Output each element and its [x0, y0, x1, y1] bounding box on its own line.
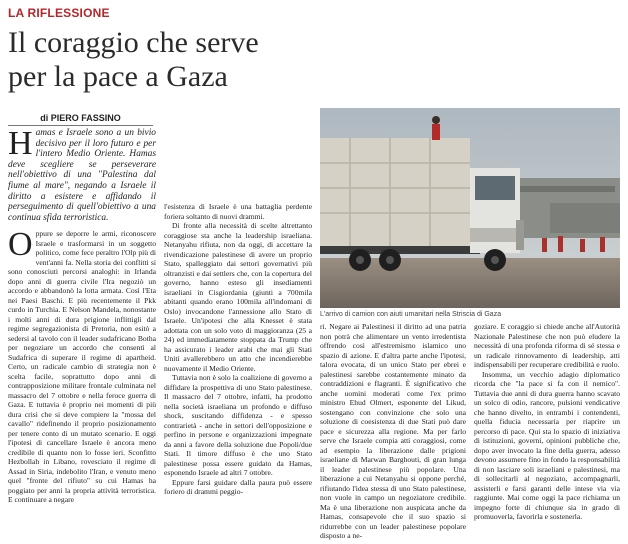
lead-text: amas e Israele sono a un bivio decisivo per il loro futuro e per l'intero Medio Oriente. Hamas deve scegliere se perseverare nell'obiettivo di una "Palestina dal fiume al mare", negando a Israele il diritto a esistere e affidando il perseguimento di quell'obiettivo a una continua sfida terroristica.: [8, 128, 156, 223]
byline: [8, 113, 153, 126]
lead-paragraph: [8, 128, 156, 223]
body-paragraph-7: goziare. E coraggio si chiede anche all'Autorità Nazionale Palestinese che non può eludere la necessità di una profonda riforma di sé stessa e un radicale rinnovamento di leadership, atti indispensabili per recuperare credibilità e ruolo.: [474, 322, 620, 369]
section-kicker: LA RIFLESSIONE: [8, 6, 110, 20]
body-paragraph-5: Eppure farsi guidare dalla paura può essere foriero di drammi peggio-: [164, 477, 312, 496]
article-column-2: [164, 202, 312, 542]
photo-caption: L'arrivo di camion con aiuti umanitari nella Striscia di Gaza: [320, 311, 502, 318]
body-text-1: ppure se deporre le armi, riconoscere Israele e trasformarsi in un soggetto politico, come fece peraltro l'Olp più di vent'anni fa. Nella storia dei conflitti si sono conosciuti percorsi analoghi: in Irlanda dopo anni di guerra civile l'Ira negoziò un accordo e abbandonò la lotta armata. Così l'Eta nei Paesi Baschi. E più recentemente il Pkk curdo in Turchia. E Nelson Mandela, nonostante i molti anni di dura prigione inflittigli dal regime segregazionista di Pretoria, non esitò a sedersi al tavolo con il leader sudafricano Botha per negoziare un accordo che consentì al Sudafrica di superare il regime di apartheid. Certo, un radicale cambio di strategia non è scelta facile, soprattutto dopo anni di contrapposizione militare frontale culminata nel massacro del 7 ottobre e nella feroce guerra di Gaza. E tuttavia è proprio nei momenti di più dura crisi che si deve compiere la "mossa del cavallo" ridefinendo il proprio posizionamento per tenere conto di un mutato scenario. E oggi l'ipotesi di cancellare Israele è ancora meno credibile di quanto non lo fosse ieri. Sconfitto Hezbollah in Libano, rovesciato il regime di Assad in Siria, indebolito l'Iran, e venuto meno quel "fronte del rifiuto" su cui Hamas ha poggiato per anni la propria attività terroristica. E continuare a negare: [8, 229, 156, 505]
headline-line-1: Il coraggio che serve: [8, 26, 259, 59]
body-paragraph-4: Tuttavia non è solo la coalizione di governo a diffidare la prospettiva di uno Stato palestinese. Il massacro del 7 ottobre, infatti, ha prodotto nella società israeliana un profondo e diffuso shock, suscitando diffidenza - e spesso contrarietà - anche in settori dell'opposizione e perfino in persone e organizzazioni impegnate da anni a favore della soluzione due Popoli/due Stati. Il timore diffuso è che uno Stato palestinese possa essere guidato da Hamas, esponendo Israele ad altri 7 ottobre.: [164, 373, 312, 477]
article-column-4: [474, 322, 620, 542]
aid-trucks-photo: [320, 108, 620, 308]
body-paragraph-2: l'esistenza di Israele è una battaglia perdente foriera soltanto di nuovi drammi.: [164, 202, 312, 221]
article-column-1: [8, 128, 156, 542]
body-paragraph-1: [8, 226, 156, 505]
body-dropcap: O: [8, 226, 33, 264]
body-paragraph-3: Di fronte alla necessità di scelte altrettanto coraggiose sta anche la leadership israeliana. Netanyahu rifiuta, non da oggi, di accettare la rivendicazione palestinese di avere un proprio Stato, spalleggiato dai settori governativi più oltranzisti e dai settlers che, con la copertura del governo, hanno esteso gli insediamenti israeliani in Cisgiordania (giunti a 700mila abitanti quando erano 100mila all'indomani di Oslo) invocandone l'annessione allo Stato di Israele. Un'ipotesi che alla Knesset è stata adottata con un solo voto di maggioranza (25 a 24) ed immediatamente stoppata da Trump che ha assicurato i leader arabi che mai gli Stati Uniti avallerebbero un atto che incendierebbe nuovamente il Medio Oriente.: [164, 221, 312, 373]
byline-prefix: di: [40, 113, 49, 123]
headline: [8, 26, 328, 94]
headline-line-2: per la pace a Gaza: [8, 60, 228, 93]
lead-dropcap: H: [8, 128, 33, 162]
author-name: PIERO FASSINO: [50, 113, 121, 123]
news-photo: [320, 108, 620, 308]
article-column-3: [320, 322, 466, 542]
body-paragraph-8: Insomma, un vecchio adagio diplomatico ricorda che "la pace si fa con il nemico". Tuttavia due anni di dura guerra hanno scavato un solco di odio, rancore, pulsioni vendicative che hanno divelto, in entrambi i contendenti, quella fiducia necessaria per riaprire un percorso di pace. Qui sta lo spazio di iniziativa di istituzioni, governi, opinioni pubbliche che, dopo aver invocato la fine della guerra, adesso devono assumere fino in fondo la responsabilità di non lasciare soli israeliani e palestinesi, ma di sollecitarli al negoziato, accompagnarli, assisterli e farsi garanti delle intese via via raggiunte. Mai come oggi la pace richiama un impegno forte di chiunque sia in grado di promuoverla, favorirla e sostenerla.: [474, 369, 620, 521]
body-paragraph-6: ri. Negare ai Palestinesi il diritto ad una patria non potrà che alimentare un vento irredentista offrendo così all'estremismo islamico uno spazio di azione. E d'altra parte anche l'ipotesi, talora evocata, di un unico Stato per ebrei e palestinesi sarebbe costantemente minato da contraddizioni e flagranti. È significativo che anche uomini moderati come l'ex primo ministro Ehud Olmert, esponente del Likud, sostengano con convinzione che solo una soluzione di coesistenza di due Stati può dare pace e sicurezza alla regione. Ma per farlo serve che Israele compia atti coraggiosi, come ad esempio la liberazione dalle prigioni israeliane di Marwan Barghouti, di gran lunga il leader palestinese più popolare. Una liberazione a cui Netanyahu si oppone perché, rifiutando l'idea stessa di uno Stato palestinese, non vuole in campo un negoziatore credibile. Ma è una liberazione non auspicata anche da Hamas, consapevole che il suo spazio si ridurrebbe con un leader palestinese popolare disposto a ne-: [320, 322, 466, 540]
